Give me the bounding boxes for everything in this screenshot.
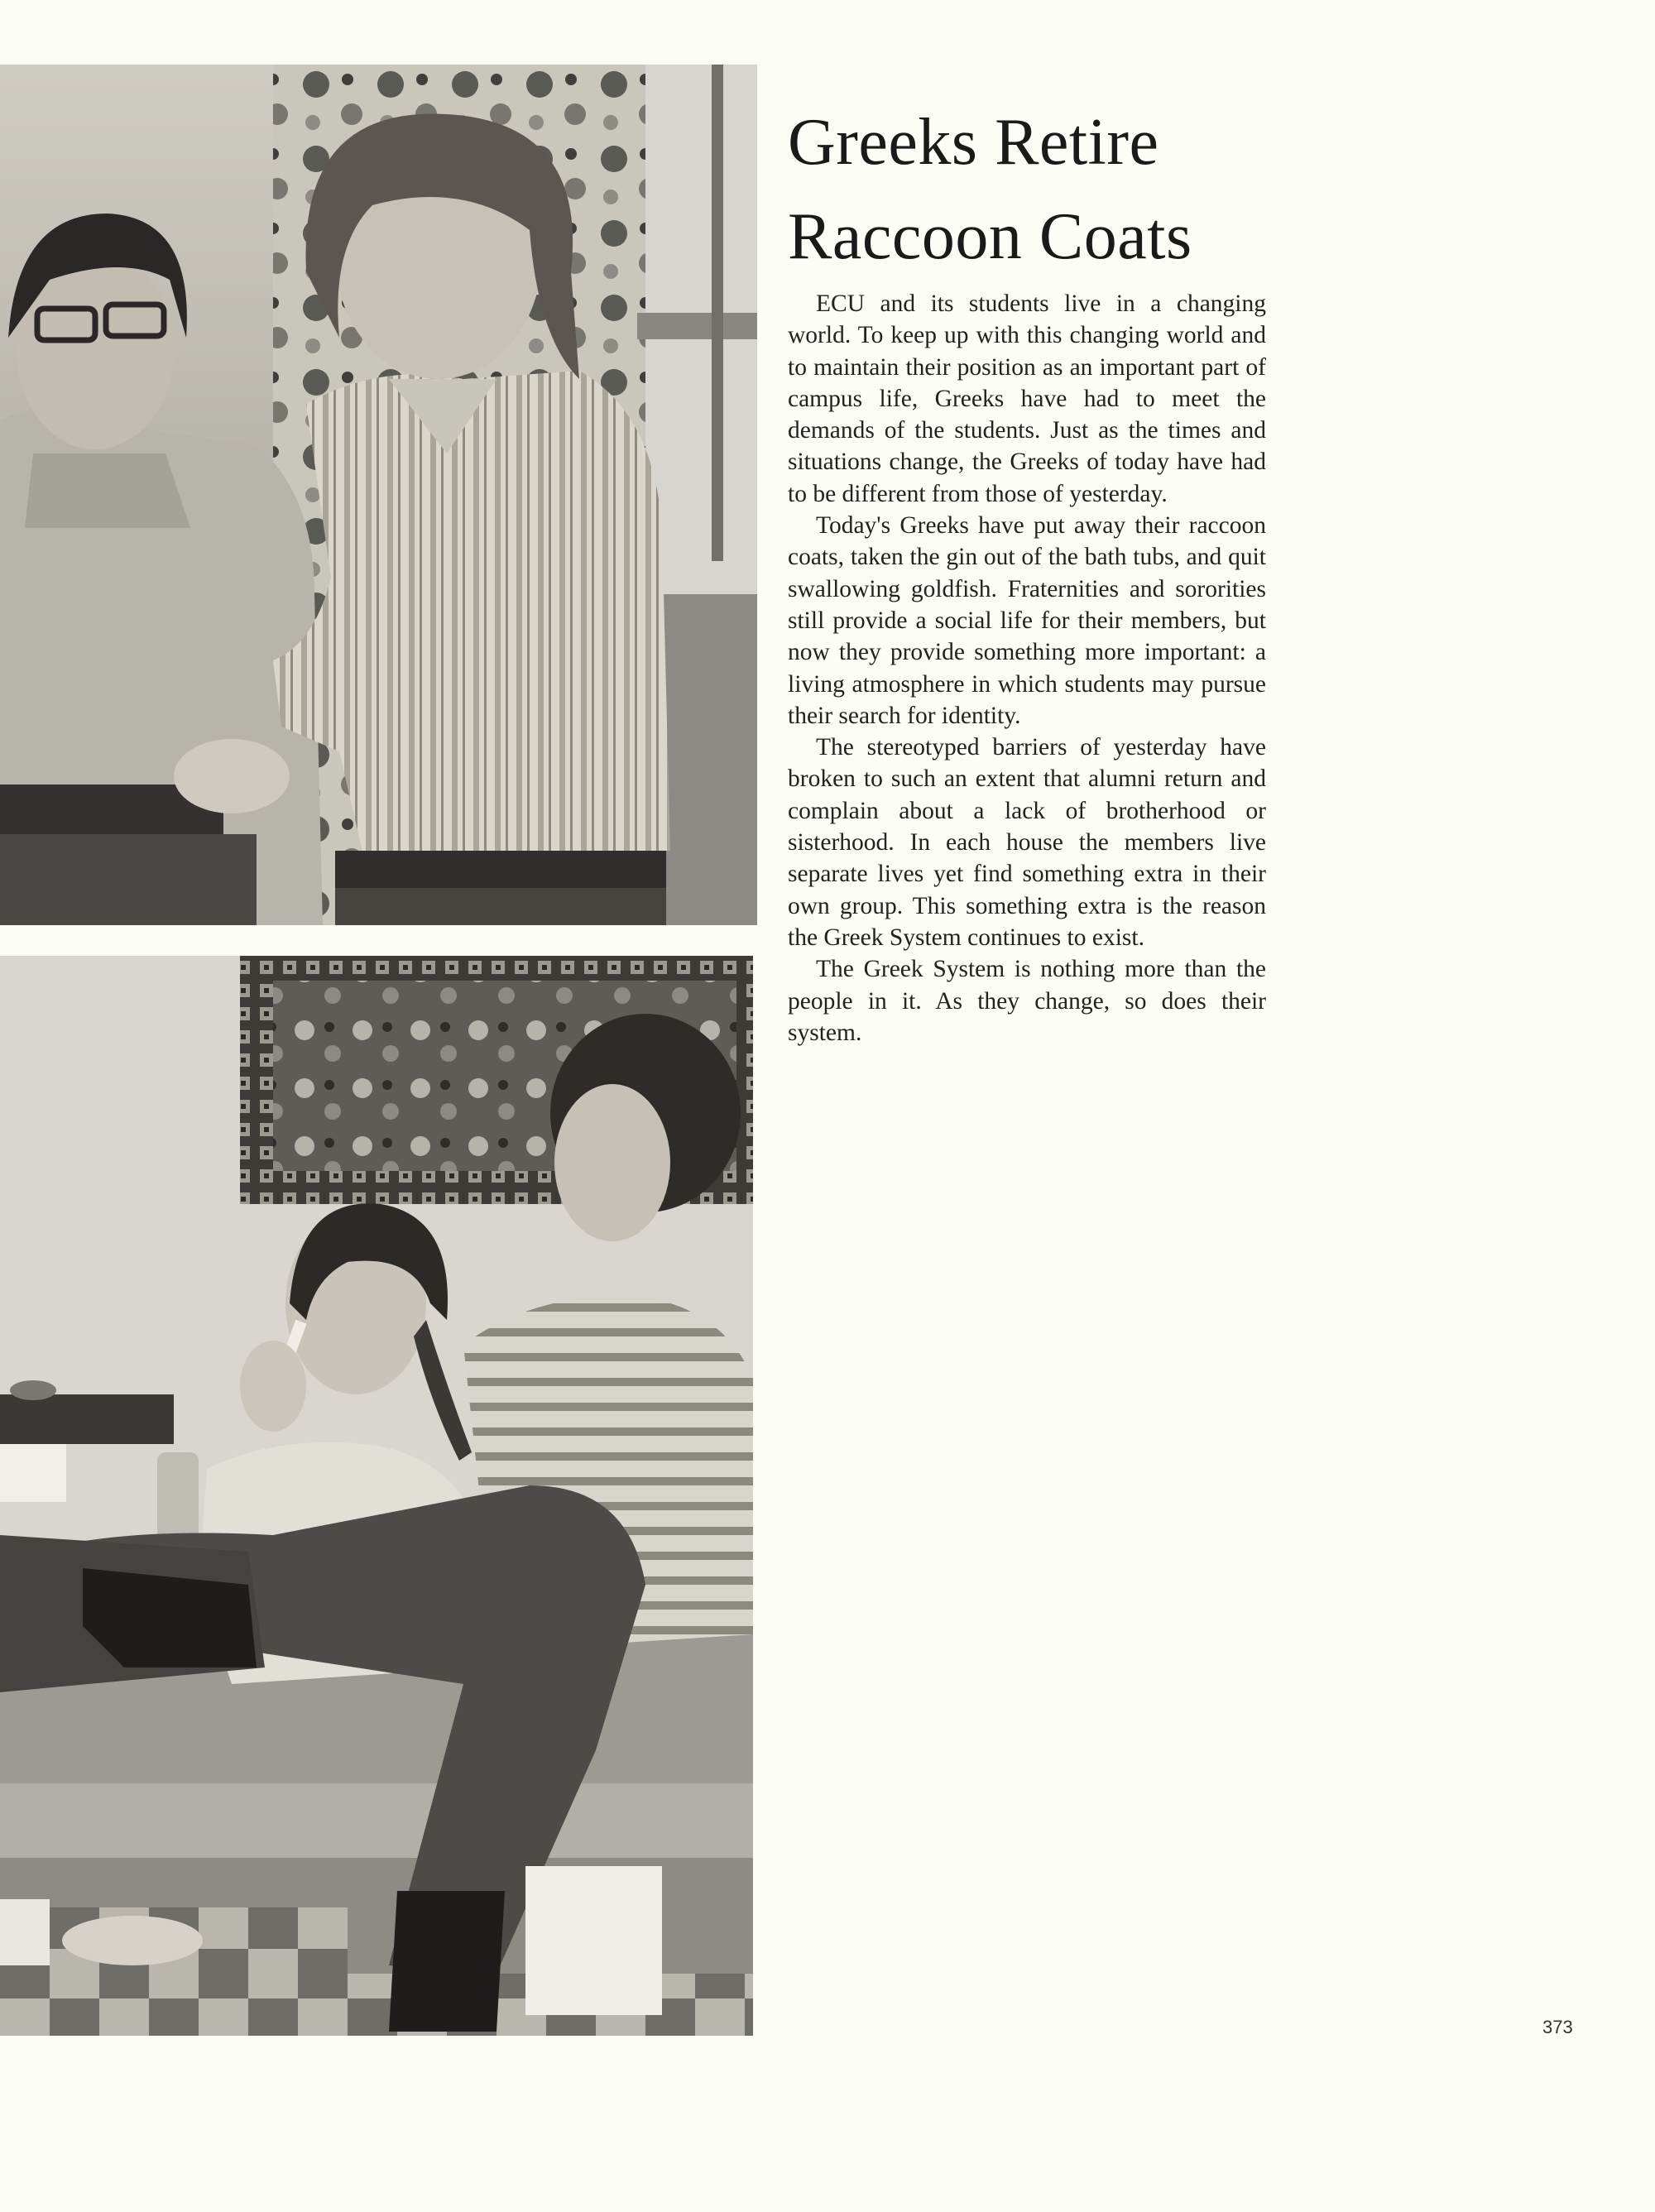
article-paragraph-2: Today's Greeks have put away their raccoon coats, taken the gin out of the bath tubs, and quit swallowing goldfish. Fraternities and sororities still provide a social life for their members, but now they provide something more important: a living atmosphere in which students may pursue their search for identity.: [788, 512, 1266, 729]
article-paragraph-4: The Greek System is nothing more than the people in it. As they change, so does their system.: [788, 956, 1266, 1046]
article-paragraph-1: ECU and its students live in a changing world. To keep up with this changing world and to maintain their position as an important part of campus life, Greeks have had to meet the demands of the students. Just as the times and situations change, the Greeks of today have had to be different from those of yesterday.: [788, 290, 1266, 507]
article-body: [788, 288, 1266, 1048]
page-number: 373: [1542, 2017, 1573, 2037]
photo-two-men: [0, 65, 757, 925]
headline-line-1: Greeks Retire: [788, 106, 1159, 179]
headline-line-2: Raccoon Coats: [788, 200, 1192, 273]
photo-couple-on-sofa: [0, 956, 753, 2036]
article-paragraph-3: The stereotyped barriers of yesterday have broken to such an extent that alumni return and complain about a lack of brotherhood or sisterhood. In each house the members live separate lives yet find something extra in their own group. This something extra is the reason the Greek System continues to exist.: [788, 734, 1266, 951]
article-headline: [788, 95, 1615, 284]
